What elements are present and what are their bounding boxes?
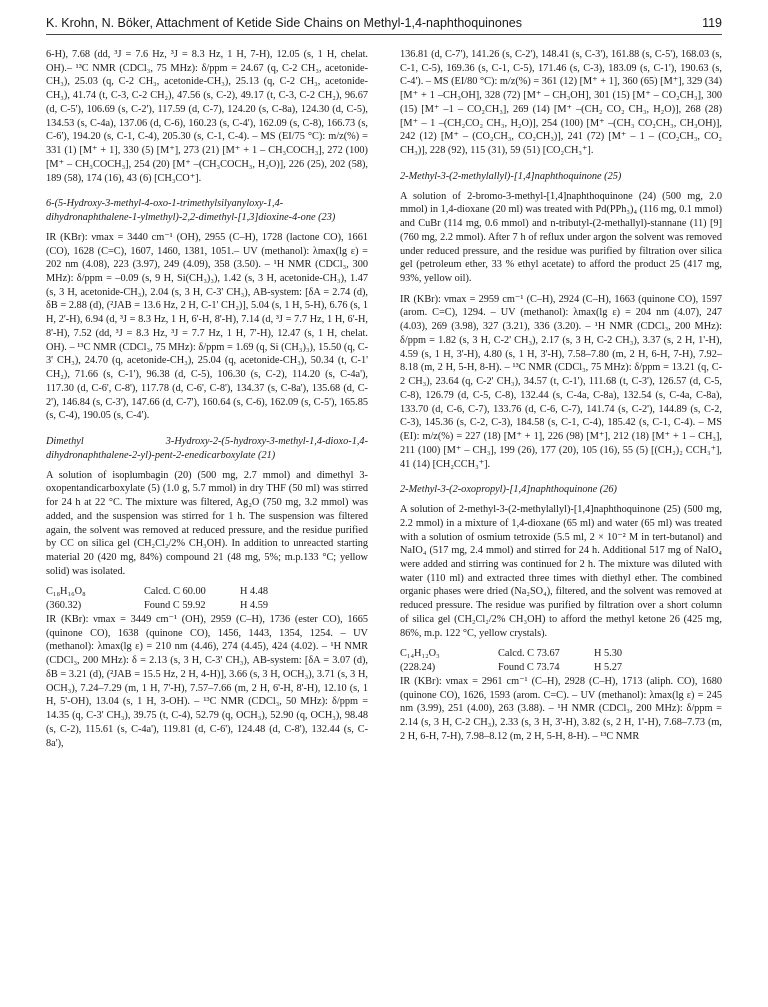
compound-title: 6-(5-Hydroxy-3-methyl-4-oxo-1-trimethylsilyanyloxy-1,4-dihydronaphthalene-1-ylmethyl)-2,2-dimethyl-[1,3]dioxine-4-one (23) (46, 198, 336, 224)
found-c: Found C 73.74 (498, 662, 560, 674)
found-c: Found C 59.92 (144, 600, 206, 612)
calcd-h: H 5.30 (594, 648, 623, 660)
elemental-analysis-row (400, 661, 722, 675)
right-column (400, 48, 722, 751)
paragraph: IR (KBr): νmax = 3440 cm⁻¹ (OH), 2955 (C–H), 1728 (lactone CO), 1661 (CO), 1628 (C=C), 1607, 1460, 1381, 1051.– UV (methanol): λmax(lg ε) = 202 nm (4.08), 223 (3.97), 249 (4.09), 358 (3.50). – ¹H NMR (CDCl₃, 300 MHz): δ/ppm = –0.09 (s, 9 H, Si(CH₃)₃), 1.42 (s, 3 H, acetonide-CH₃), 1.47 (s, 3 H, acetonide-CH₃), 2.04 (s, 3 H, C-3' CH₃), AB-system: [δA = 2.74 (d), δB = 2.88 (d), (²JAB = 13.6 Hz, 2 H, C-1' CH₂)], 5.04 (s, 1 H, 5-H), 6.76 (s, 1 H, 2'-H), 6.94 (d, ³J = 8.3 Hz, 1 H, 6'-H, 8'-H), 7.14 (d, ³J = 7.7 Hz, 1 H, 6'-H, 8'-H), 7.52 (dd, ³J = 8.3 Hz, ³J = 7.7 Hz, 1 H, 7'-H), 12.47 (s, 1 H, chelat. OH). – ¹³C NMR (CDCl₃, 75 MHz): δ/ppm = 1.69 (q, Si (CH₃)₃), 15.50 (q, C-3' CH₃), 24.70 (q, acetonide-CH₃), 25.04 (q, acetonide-CH₃), 50.34 (t, C-1' CH₂), 71.66 (s, C-1'), 96.38 (d, C-5), 106.30 (s, C-2), 114.20 (s, C-4a'), 117.30 (d, C-6', C-8'), 117.78 (d, C-6', C-8'), 134.37 (s, C-8a'), 135.68 (d, C-2'), 146.84 (s, C-3'), 147.66 (d, C-7'), 160.64 (s, C-6), 162.09 (s, C-5'), 165.85 (s, C-4), 190.05 (s, C-4'). (46, 231, 368, 422)
compound-title: Dimethyl 3-Hydroxy-2-(5-hydroxy-3-methyl-1,4-dioxo-1,4-dihydronaphthalene-2-yl)-pent-2-enedicarboxylate (21) (46, 436, 368, 461)
paragraph: 136.81 (d, C-7'), 141.26 (s, C-2'), 148.41 (s, C-3'), 161.88 (s, C-5'), 168.03 (s, C-1, C-5), 169.36 (s, C-1, C-5), 171.46 (s, C-3), 183.09 (s, C-1'), 190.63 (s, C-4'). – MS (EI/80 °C): m/z(%) = 361 (12) [M⁺ + 1], 360 (65) [M⁺], 329 (34) [M⁺ + 1 –CH₃OH], 328 (72) [M⁺ – CH₃OH], 301 (15) [M⁺ – CO₂CH₃], 300 (15) [M⁺ –1 – CO₂CH₃], 269 (14) [M⁺ –(CH₂ CO₂ CH₃, H₂O)], 268 (28) [M⁺ – 1 –(CH₂CO₂ CH₃, H₂O)], 254 (100) [M⁺ –(CH₃ CO₂CH₃, CH₃OH)], 242 (12) [M⁺ – (CO₂CH₃, CO₂CH₃)], 241 (72) [M⁺ – 1 – (CO₂CH₃, CO₂ CH₃)], 228 (92), 115 (31), 59 (51) [CO₂CH₃⁺]. (400, 49, 722, 157)
paragraph: IR (KBr): νmax = 3449 cm⁻¹ (OH), 2959 (C–H), 1736 (ester CO), 1665 (quinone CO), 1638 (quinone CO), 1456, 1443, 1354, 1254. – UV (methanol): λmax(lg ε) = 210 nm (4.46), 274 (4.45), 424 (4.02). – ¹H NMR (CDCl₃, 200 MHz): δ = 2.13 (s, 3 H, C-3' CH₃), AB-system: [δA = 3.07 (d), δB = 3.21 (d), (²JAB = 15.5 Hz, 2 H, 4-H)], 3.66 (s, 3 H, OCH₃), 3.71 (s, 3 H, OCH₃), 7.24–7.29 (m, 1 H, 7'-H), 7.57–7.66 (m, 2 H, 6'-H, 8'-H), 12.10 (s, 1 H, 5'-OH), 13.04 (s, 1 H, 3-OH). – ¹³C NMR (CDCl₃, 50 MHz): δ/ppm = 14.35 (q, C-3' CH₃), 39.75 (t, C-4), 52.79 (q, OCH₃), 52.90 (q, OCH₃), 98.48 (s, C-2), 115.61 (s, C-4a'), 119.81 (d, C-6'), 124.48 (d, C-8'), 132.44 (s, C-8a'), (46, 613, 368, 749)
paragraph: IR (KBr): νmax = 2959 cm⁻¹ (C–H), 2924 (C–H), 1663 (quinone CO), 1597 (arom. C=C), 1294. – UV (methanol): λmax(lg ε) = 204 nm (4.07), 247 (4.03), 269 (3.98), 327 (3.21), 336 (3.20). – ¹H NMR (CDCl₃, 200 MHz): δ/ppm = 1.82 (s, 3 H, C-2' CH₃), 2.17 (s, 3 H, C-2 CH₃), 3.37 (s, 2 H, 1'-H), 4.59 (s, 1 H, 3'-H), 4.80 (s, 1 H, 3'-H), 7.58–7.80 (m, 2 H, 6-H, 7-H), 7.92–8.18 (m, 2 H, 5-H, 8-H). – ¹³C NMR (CDCl₃, 75 MHz): δ/ppm = 13.21 (q, C-2 CH₃), 23.64 (q, C-2' CH₃), 34.57 (t, C-1'), 111.68 (t, C-3'), 126.57 (d, C-5, C-8), 126.79 (d, C-5, C-8), 132.44 (s, C-4a, C-8a), 132.54 (s, C-4a, C-8a), 133.70 (d, C-6, C-7), 133.76 (d, C-6, C-7), 141.74 (s, C-2'), 144.89 (s, C-2, C-3), 145.36 (s, C-2, C-3), 184.58 (s, C-1, C-4), 185.42 (s, C-1, C-4). – MS (EI): m/z(%) = 227 (18) [M⁺ + 1], 226 (98) [M⁺], 212 (18) [M⁺ + 1 – CH₃], 211 (100) [M⁺ – CH₃], 199 (26), 177 (20), 105 (16), 55 (5) [(CH₂)₂ CCH₃⁺], 41 (14) [CH₂CCH₃⁺]. (400, 293, 722, 470)
calcd-c: Calcd. C 60.00 (144, 586, 206, 598)
left-column (46, 48, 368, 757)
molar-mass: (360.32) (46, 600, 82, 612)
found-h: H 4.59 (240, 600, 269, 612)
molar-mass: (228.24) (400, 662, 436, 674)
calcd-h: H 4.48 (240, 586, 269, 598)
found-h: H 5.27 (594, 662, 623, 674)
paragraph: 6-H), 7.68 (dd, ³J = 7.6 Hz, ³J = 8.3 Hz, 1 H, 7-H), 12.05 (s, 1 H, chelat. OH).– ¹³C NMR (CDCl₃, 75 MHz): δ/ppm = 24.67 (q, C-2 CH₃, acetonide-CH₃), 25.03 (q, C-2 CH₃, acetonide-CH₃), 25.13 (q, C-2 CH₃, acetonide-CH₃), 41.74 (t, C-3, C-2 CH₂), 47.56 (s, C-2), 49.17 (t, C-3, C-2 CH₂), 96.67 (d, C-5'), 106.69 (s, C-2'), 117.59 (d, C-7), 124.20 (s, C-8a), 124.30 (d, C-5), 134.53 (s, C-4a), 137.06 (d, C-6), 160.23 (s, C-4'), 162.09 (s, C-8), 166.73 (s, C-6'), 194.20 (s, C-1, C-4), 205.30 (s, C-1, C-4). – MS (EI/75 °C): m/z(%) = 331 (1) [M⁺ + 1], 330 (5) [M⁺], 273 (21) [M⁺ + 1 – CH₃COCH₃], 272 (100) [M⁺ – CH₃COCH₃], 254 (20) [M⁺ –(CH₃COCH₃, H₂O)], 226 (25), 202 (58), 189 (58), 174 (16), 43 (6) [CH₃CO⁺]. (46, 49, 368, 184)
paragraph: A solution of 2-methyl-3-(2-methylallyl)-[1,4]naphthoquinone (25) (500 mg, 2.2 mmol) in a mixture of 1,4-dioxane (65 ml) and water (65 ml) was treated with a solution of osmium tetroxide (5.5 ml, 2 × 10⁻² M in tert-butanol) and NaIO₄ (517 mg, 2.4 mmol) and stirred for 24 h. Additional 517 mg of NaIO₄ were added and stirring was continued for 2 h. The mixture was diluted with water (110 ml) and extracted three times with diethyl ether. The combined organic phases were dried (Na₂SO₄), filtered, and the solvent was removed at reduced pressure. The residue was purified by filtration over a short column of silica gel (CH₂Cl₂/2% CH₃OH) to afford the methyl ketone 26 (425 mg, 86%, m.p. 122 °C, yellow crystals). (400, 504, 722, 639)
paragraph: IR (KBr): νmax = 2961 cm⁻¹ (C–H), 2928 (C–H), 1713 (aliph. CO), 1680 (quinone CO), 1626, 1593 (arom. C=C). – UV (methanol): λmax(lg ε) = 245 nm (3.99), 251 (4.00), 263 (3.88). – ¹H NMR (CDCl₃, 200 MHz): δ/ppm = 2.14 (s, 3 H, C-2 CH₃), 2.33 (s, 3 H, 3'-H), 3.82 (s, 2 H, 1'-H), 7.68–7.73 (m, 2 H, 6-H, 7-H), 7.98–8.12 (m, 2 H, 5-H, 8-H). – ¹³C NMR (400, 675, 722, 742)
elemental-analysis-row (46, 585, 368, 599)
calcd-c: Calcd. C 73.67 (498, 648, 560, 660)
running-title: K. Krohn, N. Böker, Attachment of Ketide Side Chains on Methyl-1,4-naphthoquinones (46, 16, 522, 30)
elemental-analysis-row (400, 647, 722, 661)
formula: C₁₄H₁₂O₃ (400, 648, 440, 660)
paragraph: A solution of isoplumbagin (20) (500 mg, 2.7 mmol) and dimethyl 3-oxopentandicarboxylate (5) (1.0 g, 5.7 mmol) in dry THF (50 ml) was stirred for 24 h at 22 °C. The mixture was filtered, Ag₂O (750 mg, 3.2 mmol) was added, and the suspension was stirred for 1 h. The suspension was filtered again, the solvent was removed at reduced pressure, and the residue purified by CC on silica gel (CH₂Cl₂/2% CH₃OH). In addition to unreacted starting material 20 (420 mg, 84%) compound 21 (48 mg, 5%; m.p.133 °C; yellow solid) was isolated. (46, 469, 368, 577)
paragraph: A solution of 2-bromo-3-methyl-[1,4]naphthoquinone (24) (500 mg, 2.0 mmol) in 1,4-dioxane (20 ml) was treated with Pd(PPh₃)₄ (116 mg, 0.1 mmol) and CuBr (114 mg, 0.6 mmol) and n-tributyl-(2-methallyl)-stannane (11) [9] (760 mg, 2.2 mmol). After 7 h of reflux under argon the solvent was removed under reduced pressure, and the residue was purified by filtration over silica gel (petroleum ether, 33 % ethyl acetate) to afford the product 25 (417 mg, 93%, yellow oil). (400, 190, 722, 285)
elemental-analysis-row (46, 599, 368, 613)
compound-title: 2-Methyl-3-(2-oxopropyl)-[1,4]naphthoquinone (26) (400, 484, 617, 496)
formula: C₁₈H₁₆O₈ (46, 586, 86, 598)
running-header (46, 16, 722, 35)
compound-title: 2-Methyl-3-(2-methylallyl)-[1,4]naphthoquinone (25) (400, 170, 622, 182)
page-number: 119 (702, 16, 722, 30)
